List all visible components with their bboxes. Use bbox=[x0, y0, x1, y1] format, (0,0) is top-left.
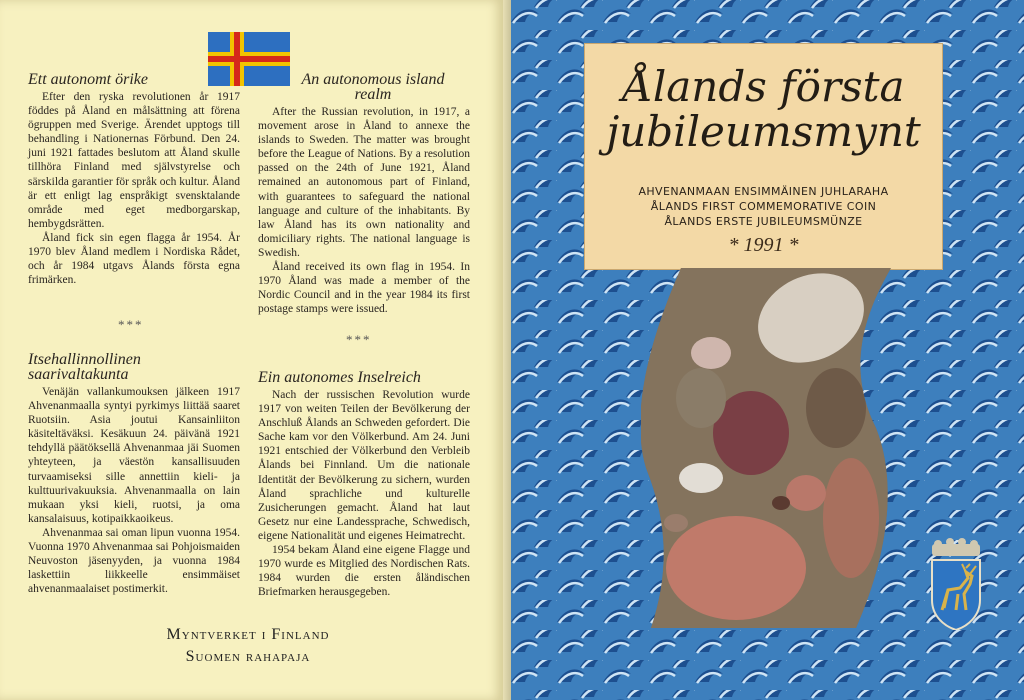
separator-stars: *** bbox=[346, 332, 372, 347]
separator-stars: *** bbox=[118, 317, 144, 332]
section-title: Ett autonomt örike bbox=[28, 71, 148, 88]
section-paragraph: After the Russian revolution, in 1917, a movement arose in Åland to annexe the islands to Sweden. The matter was brought before the League of Nations. By a resolution passed on the 24th of June 1921, Åland remained an autonomous part of Finland, with guarantees to safeguard the national language and culture of the inhabitants. By law Åland has its own nationality and domiciliary rights. The national language is Swedish. bbox=[258, 106, 470, 259]
cover-subtitles bbox=[585, 184, 942, 229]
book-spine bbox=[503, 0, 511, 700]
section-paragraph: 1954 bekam Åland eine eigene Flagge und 1970 wurde es Mitglied des Nordischen Rats. 1984 wurden die ersten åländischen Briefmarken herausgegeben. bbox=[258, 544, 470, 599]
cover-title bbox=[585, 64, 942, 154]
publisher-line-1: Myntverket i Finland bbox=[166, 626, 330, 643]
subtitle-finnish: AHVENANMAAN ENSIMMÄINEN JUHLARAHA bbox=[638, 185, 889, 198]
publisher-line-2: Suomen rahapaja bbox=[185, 648, 311, 665]
section-title: Ein autonomes Inselreich bbox=[258, 369, 421, 386]
section-swedish bbox=[28, 72, 240, 287]
subtitle-german: ÅLANDS ERSTE JUBILEUMSMÜNZE bbox=[664, 215, 863, 228]
subtitle-english: ÅLANDS FIRST COMMEMORATIVE COIN bbox=[650, 200, 877, 213]
title-panel bbox=[584, 43, 943, 270]
section-title: An autonomous island realm bbox=[301, 71, 445, 103]
pebbles-photo bbox=[641, 268, 891, 628]
cover-year: * 1991 * bbox=[728, 234, 799, 256]
aland-coat-of-arms-icon bbox=[926, 538, 986, 630]
section-german bbox=[258, 370, 470, 599]
section-paragraph: Nach der russischen Revolution wurde 1917 von weiten Teilen der Bevölkerung der Anschluß Ålands an Schweden gefordert. Die Sache kam vor den Völkerbund. Am 24. Juni 1921 entschied der Völkerbund den Verbleib Ålands bei Finnland. Um die nationale Identität der Bevölkerung zu sichern, wurden Åland sprachliche und kulturelle Zusicherungen gemacht. Åland hat laut Gesetz nur eine Landessprache, Schwedisch, eigene Nationalität und eigenes Heimatrecht. bbox=[258, 389, 470, 542]
cover-title-line-2: jubileumsmynt bbox=[606, 107, 921, 156]
cover-page bbox=[511, 0, 1024, 700]
section-paragraph: Venäjän vallankumouksen jälkeen 1917 Ahvenanmaalla syntyi pyrkimys liittää saaret Ruotsiin. Asia joutui Kansainliiton käsiteltäväksi. Kesäkuun 24. päivänä 1921 tehdyllä päätöksellä Ahvenanmaa jäi Suomen yhteyteen, ja väestön kansallisuuden turvaamiseksi sille annettiin kieli- ja kulttuurivakuuksia. Ahvenanmaalla on lain mukaan yksi kieli, ruotsi, ja oma kansalaisuus, kotipaikkaoikeus. bbox=[28, 386, 240, 525]
section-paragraph: Åland received its own flag in 1954. In 1970 Åland was made a member of the Nordic Council and in the year 1984 its first postage stamps were issued. bbox=[258, 261, 470, 316]
section-paragraph: Ahvenanmaa sai oman lipun vuonna 1954. Vuonna 1970 Ahvenanmaa sai Pohjoismaiden Neuvoston jäsenyyden, ja vuonna 1984 laskettiin liikkeelle ensimmäiset ahvenanmaalaiset postimerkit. bbox=[28, 526, 240, 596]
publisher bbox=[128, 624, 368, 668]
section-finnish bbox=[28, 352, 240, 596]
section-title: Itsehallinnollinen saarivaltakunta bbox=[28, 351, 141, 383]
cover-title-line-1: Ålands första bbox=[622, 62, 905, 111]
left-page bbox=[0, 0, 503, 700]
section-paragraph: Åland fick sin egen flagga år 1954. År 1970 blev Åland medlem i Nordiska Rådet, och år 1984 utgavs Ålands första egna frimärken. bbox=[28, 231, 240, 287]
section-english bbox=[258, 72, 470, 316]
section-paragraph: Efter den ryska revolutionen år 1917 föddes på Åland en målsättning att förena ögruppen med Sverige. Ärendet upptogs till behandling i Nationernas Förbund. Den 24. juni 1921 fattades beslutom att Åland skulle tillhöra Finland med självstyrelse och särskilda garantier för språk och kultur. Åland är ett enligt lag enspråkigt svensktalande område med eget medborgarskap, hembygdsrätten. bbox=[28, 91, 240, 230]
